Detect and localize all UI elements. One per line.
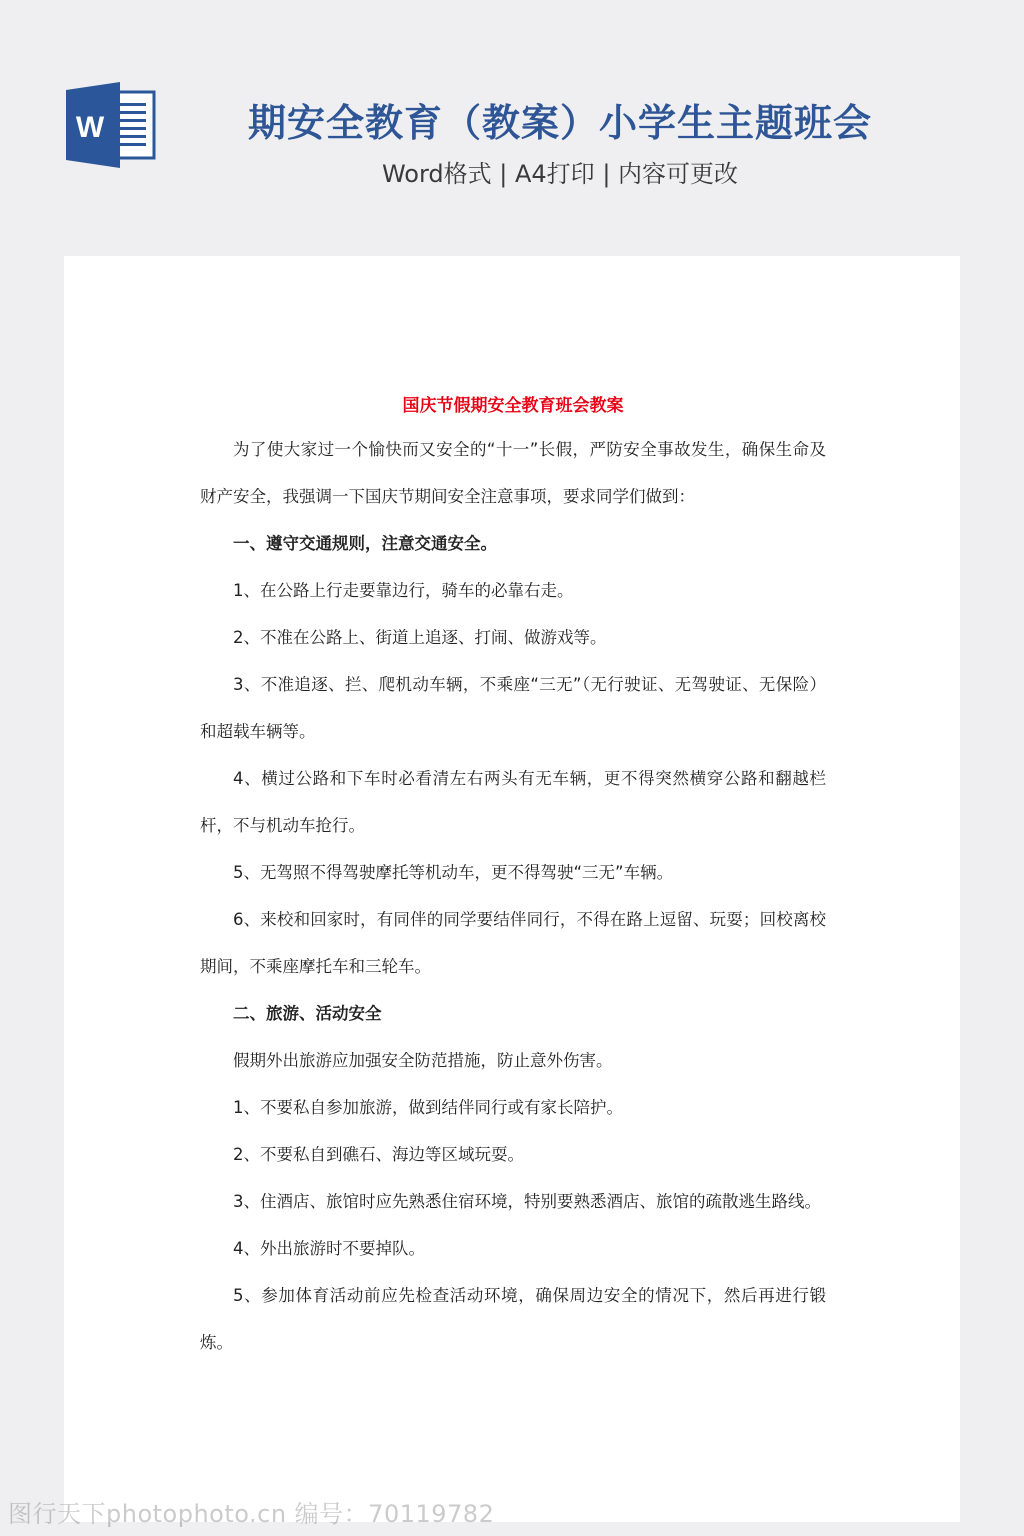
paragraph: 2、不要私自到礁石、海边等区域玩耍。 [233,1145,524,1164]
paragraph: 5、无驾照不得驾驶摩托等机动车，更不得驾驶“三无”车辆。 [233,863,674,882]
paragraph: 3、不准追逐、拦、爬机动车辆，不乘座“三无”（无行驶证、无驾驶证、无保险）和超载车辆等。 [200,675,826,741]
page-title: 期安全教育（教案）小学生主题班会 [247,101,872,145]
paragraph: 1、在公路上行走要靠边行，骑车的必靠右走。 [233,581,574,600]
document-body [200,392,826,1366]
watermark: 图行天下photophoto.cn 编号：70119782 [8,1500,495,1528]
page-header [0,0,1024,250]
word-doc-icon [64,82,156,168]
paragraph: 假期外出旅游应加强安全防范措施，防止意外伤害。 [233,1051,613,1070]
paragraph: 4、横过公路和下车时必看清左右两头有无车辆，更不得突然横穿公路和翻越栏杆，不与机动车抢行。 [200,769,826,835]
paragraph: 2、不准在公路上、街道上追逐、打闹、做游戏等。 [233,628,607,647]
paragraph-list [200,426,826,1366]
section-heading: 一、遵守交通规则，注意交通安全。 [233,534,497,553]
paragraph: 3、住酒店、旅馆时应先熟悉住宿环境，特别要熟悉酒店、旅馆的疏散逃生路线。 [233,1192,821,1211]
paragraph: 5、参加体育活动前应先检查活动环境，确保周边安全的情况下，然后再进行锻炼。 [200,1286,826,1352]
paragraph: 1、不要私自参加旅游，做到结伴同行或有家长陪护。 [233,1098,623,1117]
document-page [64,256,960,1522]
section-heading: 二、旅游、活动安全 [233,1004,382,1023]
paragraph: 4、外出旅游时不要掉队。 [233,1239,425,1258]
paragraph: 6、来校和回家时，有同伴的同学要结伴同行，不得在路上逗留、玩耍；回校离校期间，不乘座摩托车和三轮车。 [200,910,826,976]
svg-text:W: W [75,111,105,144]
document-title: 国庆节假期安全教育班会教案 [402,396,624,416]
page-subtitle: Word格式 | A4打印 | 内容可更改 [381,160,739,188]
paragraph: 为了使大家过一个愉快而又安全的“十一”长假，严防安全事故发生，确保生命及财产安全，我强调一下国庆节期间安全注意事项，要求同学们做到： [200,440,826,506]
